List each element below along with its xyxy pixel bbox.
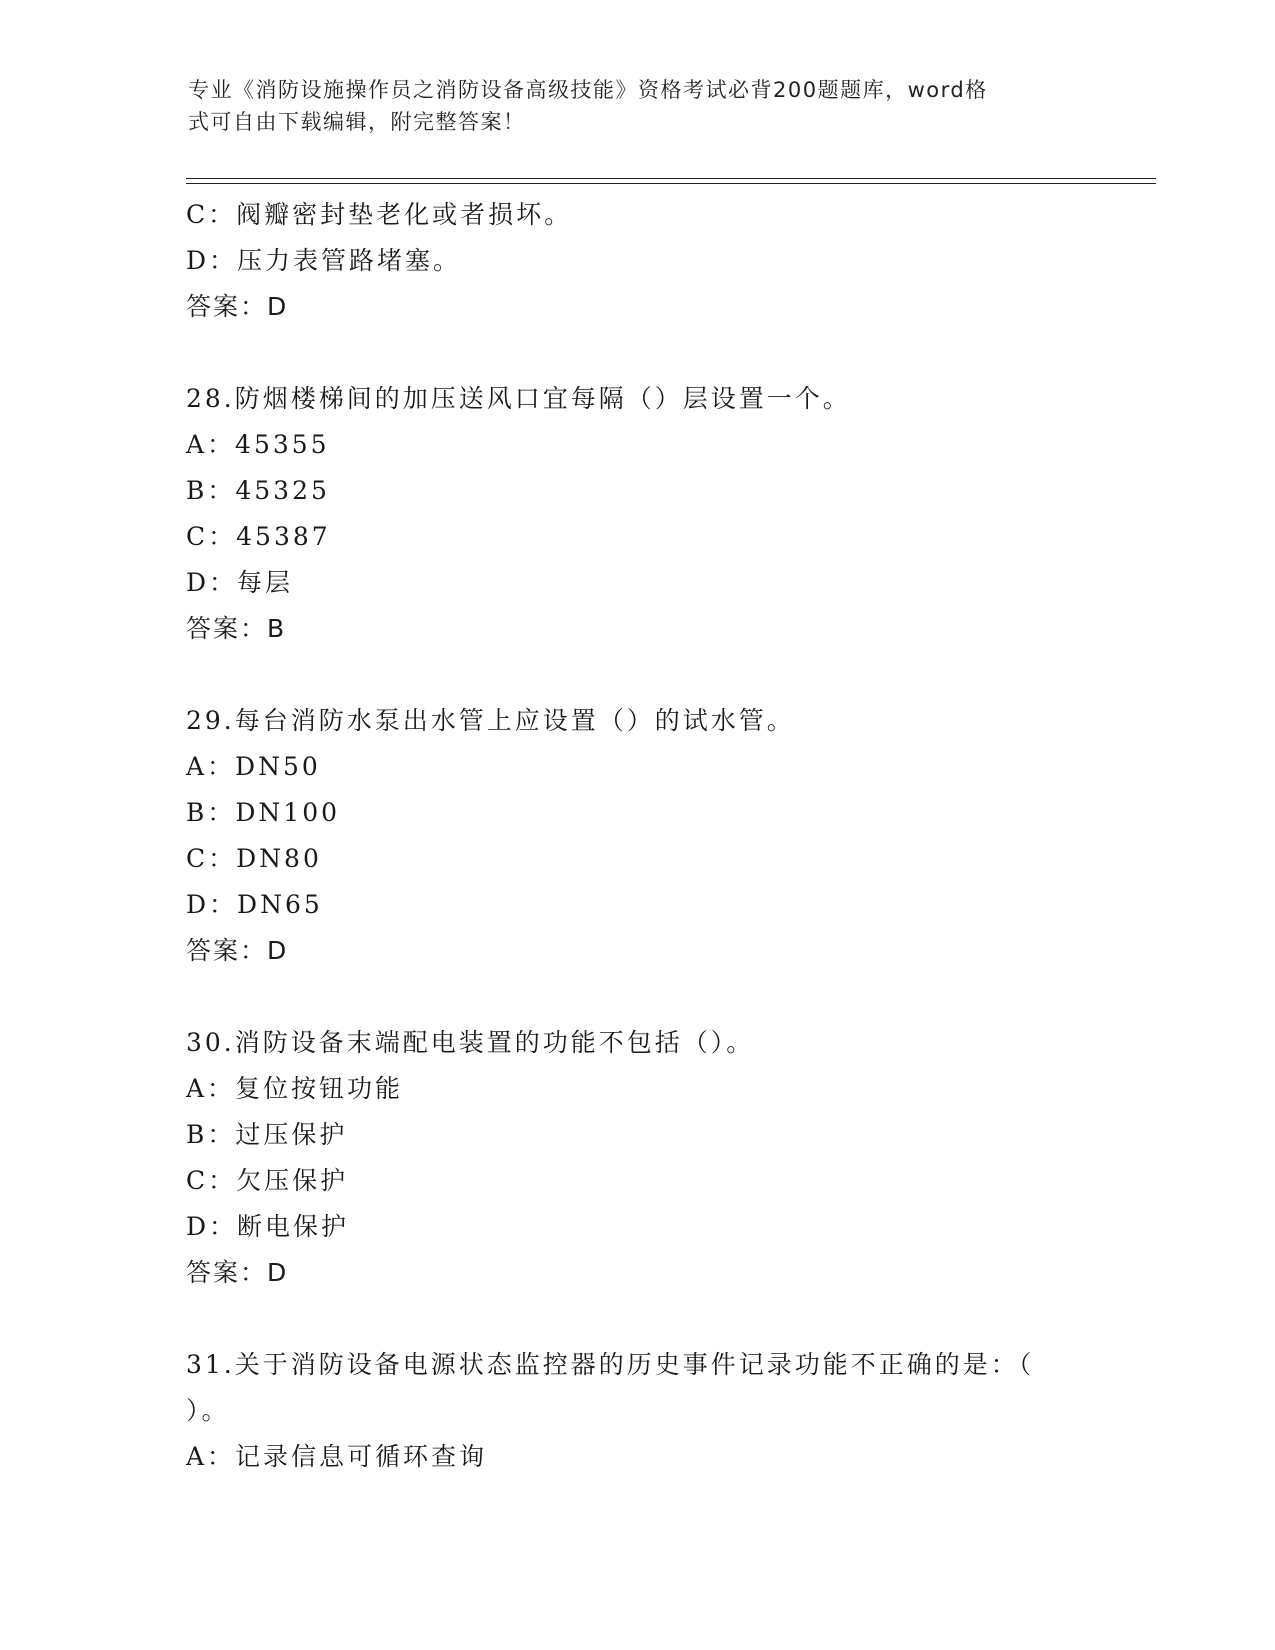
option-d: D：每层 xyxy=(186,568,294,597)
question-29 xyxy=(186,698,1086,974)
answer-line: 答案：D xyxy=(186,936,289,965)
question-stem: 29.每台消防水泵出水管上应设置（）的试水管。 xyxy=(186,706,795,735)
option-c: C：阀瓣密封垫老化或者损坏。 xyxy=(186,200,573,229)
question-stem: 30.消防设备末端配电装置的功能不包括（）。 xyxy=(186,1028,755,1057)
question-stem-line-1: 31.关于消防设备电源状态监控器的历史事件记录功能不正确的是：（ xyxy=(186,1350,1035,1379)
answer-line: 答案：B xyxy=(186,614,287,643)
answer-line: 答案：D xyxy=(186,292,289,321)
header-divider-bottom xyxy=(186,183,1156,184)
question-27-tail xyxy=(186,192,1086,330)
header-divider-top xyxy=(186,178,1156,179)
question-stem: 28.防烟楼梯间的加压送风口宜每隔（）层设置一个。 xyxy=(186,384,851,413)
option-c: C：45387 xyxy=(186,522,331,551)
answer-line: 答案：D xyxy=(186,1258,289,1287)
option-d: D：断电保护 xyxy=(186,1212,350,1241)
option-d: D：DN65 xyxy=(186,890,323,919)
question-28 xyxy=(186,376,1086,652)
header-line-1: 专业《消防设施操作员之消防设备高级技能》资格考试必背200题题库，word格 xyxy=(188,78,988,102)
question-30 xyxy=(186,1020,1086,1296)
option-b: B：过压保护 xyxy=(186,1120,348,1149)
option-b: B：45325 xyxy=(186,476,330,505)
option-c: C：欠压保护 xyxy=(186,1166,349,1195)
option-a: A：复位按钮功能 xyxy=(186,1074,404,1103)
header-line-2: 式可自由下载编辑，附完整答案！ xyxy=(188,110,526,134)
question-stem-line-2: ）。 xyxy=(186,1396,230,1425)
option-a: A：记录信息可循环查询 xyxy=(186,1442,488,1471)
option-b: B：DN100 xyxy=(186,798,341,827)
option-c: C：DN80 xyxy=(186,844,322,873)
document-header xyxy=(188,74,1068,138)
option-a: A：DN50 xyxy=(186,752,321,781)
option-d: D：压力表管路堵塞。 xyxy=(186,246,462,275)
question-31 xyxy=(186,1342,1086,1480)
question-list xyxy=(186,192,1086,1480)
option-a: A：45355 xyxy=(186,430,330,459)
